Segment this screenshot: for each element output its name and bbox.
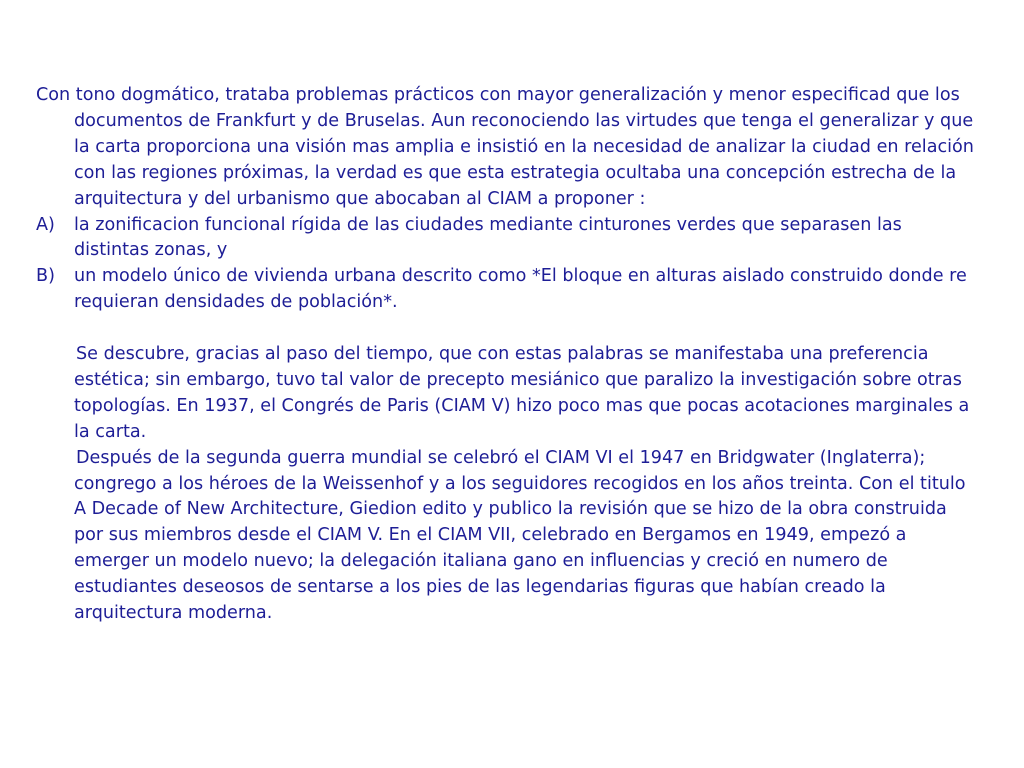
list-text-b: un modelo único de vivienda urbana descrito como *El bloque en alturas aislado construido donde re requieran densidades de población*. xyxy=(74,266,967,313)
paragraph-time-text: Se descubre, gracias al paso del tiempo, que con estas palabras se manifestaba una preferencia estética; sin embargo, tuvo tal valor de precepto mesiánico que paralizo la investigación sobre otras topologías. En 1937, el Congrés de Paris (CIAM V) hizo poco mas que pocas acotaciones marginales a la carta. xyxy=(74,344,970,442)
paragraph-postwar-text: Después de la segunda guerra mundial se celebró el CIAM VI el 1947 en Bridgwater (Inglaterra); congrego a los héroes de la Weissenhof y a los seguidores recogidos en los años treinta. Con el titulo A Decade of New Architecture, Giedion edito y publico la revisión que se hizo de la obra construida por sus miembros desde el CIAM V. En el CIAM VII, celebrado en Bergamos en 1949, empezó a emerger un modelo nuevo; la delegación italiana gano en influencias y creció en numero de estudiantes deseosos de sentarse a los pies de las legendarias figuras que habían creado la arquitectura moderna. xyxy=(74,447,966,624)
paragraph-postwar xyxy=(36,446,976,627)
paragraph-time xyxy=(36,342,976,446)
list-text-a: la zonificacion funcional rígida de las ciudades mediante cinturones verdes que separasen las distintas zonas, y xyxy=(74,214,902,261)
paragraph-spacer xyxy=(36,316,976,342)
text-body xyxy=(36,83,976,627)
list-marker-b: B) xyxy=(36,266,55,287)
list-item-a xyxy=(36,213,976,265)
list-marker-a: A) xyxy=(36,214,55,235)
list-item-b xyxy=(36,264,976,316)
paragraph-intro: Con tono dogmático, trataba problemas prácticos con mayor generalización y menor especificad que los documentos de Frankfurt y de Bruselas. Aun reconociendo las virtudes que tenga el generalizar y que la carta proporciona una visión mas amplia e insistió en la necesidad de analizar la ciudad en relación con las regiones próximas, la verdad es que esta estrategia ocultaba una concepción estrecha de la arquitectura y del urbanismo que abocaban al CIAM a proponer : xyxy=(36,85,974,209)
